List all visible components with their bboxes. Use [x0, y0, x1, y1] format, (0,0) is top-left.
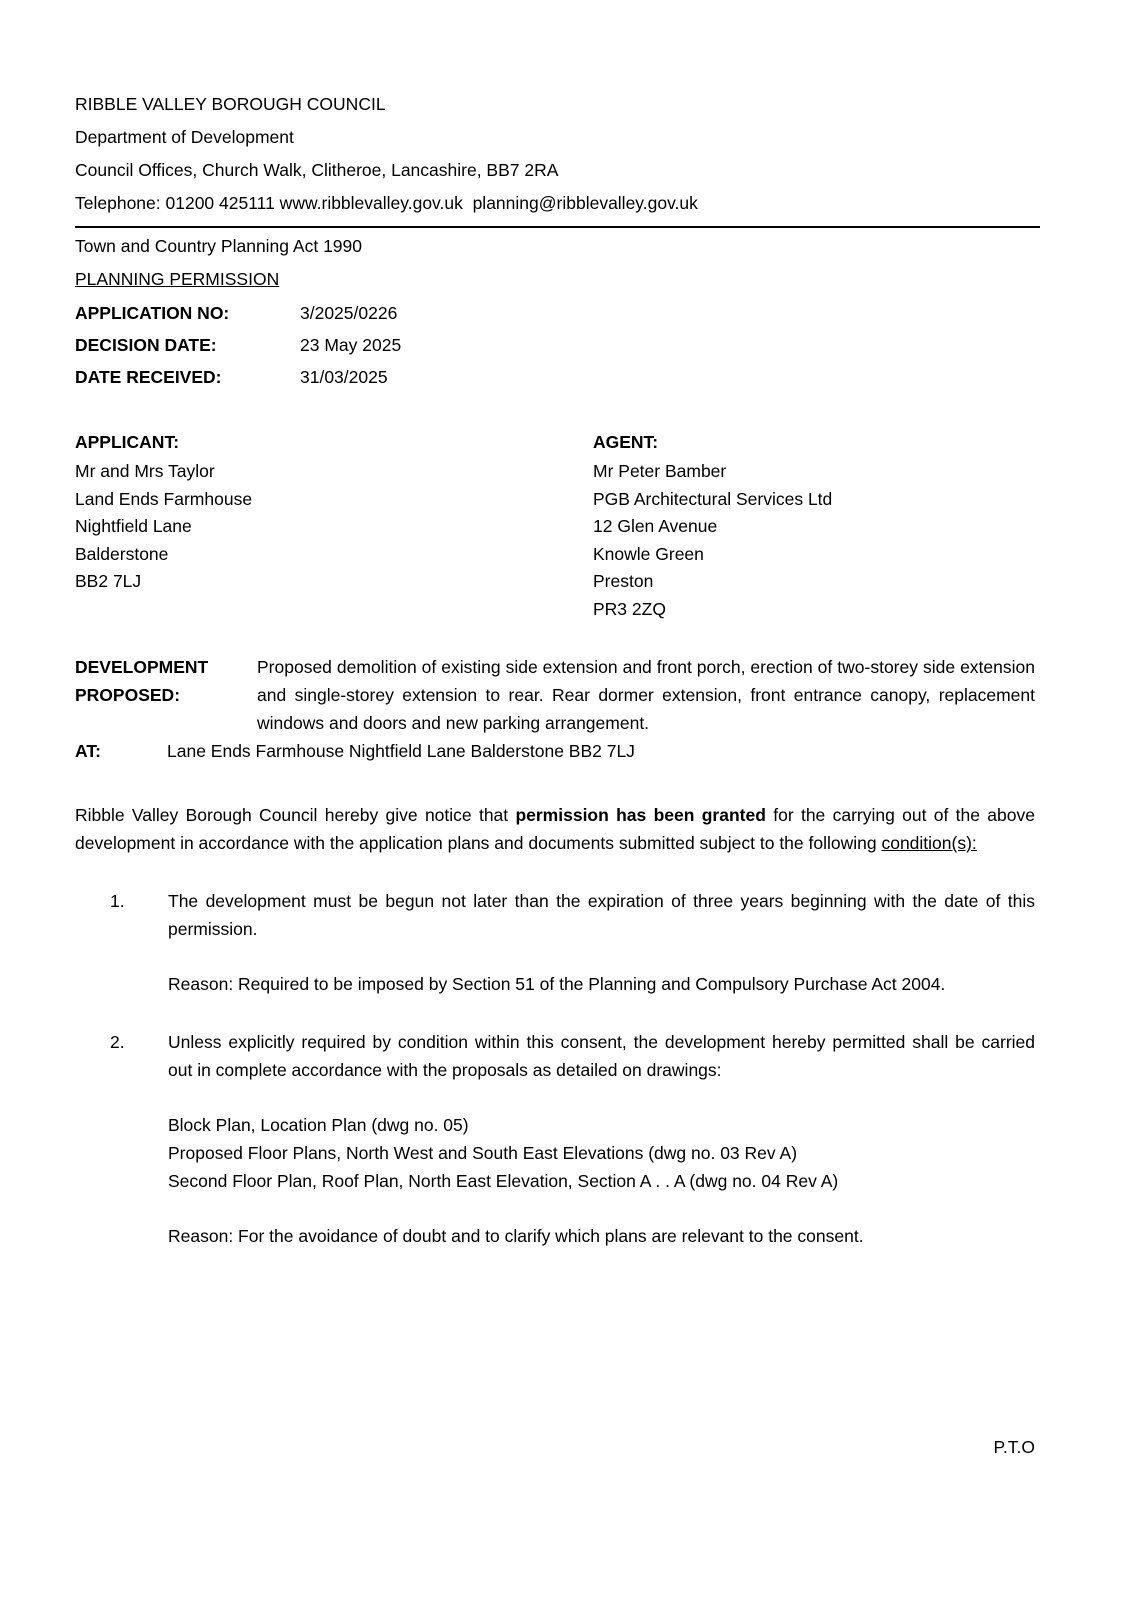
application-no-value: 3/2025/0226: [300, 303, 398, 323]
condition-1: [75, 887, 1035, 998]
grant-notice: [75, 801, 1035, 857]
agent-postcode: PR3 2ZQ: [593, 598, 666, 619]
applicant-address-line: Balderstone: [75, 543, 169, 564]
applicant-block: [75, 427, 593, 623]
condition-2-body: [168, 1028, 1035, 1250]
notice-granted-bold: permission has been granted: [515, 805, 766, 825]
condition-1-reason: Reason: Required to be imposed by Section 51 of the Planning and Compulsory Purchase Act 2004.: [168, 974, 946, 994]
letterhead: [75, 88, 1035, 220]
notice-text-middle: for the carrying out of the above development in accordance with the application plans and documents submitted subject to the following: [75, 805, 1035, 853]
development-description: Proposed demolition of existing side extension and front porch, erection of two-storey side extension and single-storey extension to rear. Rear dormer extension, front entrance canopy, replacement windows and doors and new parking arrangement.: [257, 657, 1035, 733]
agent-address-line: 12 Glen Avenue: [593, 516, 718, 536]
agent-address-line: Preston: [593, 571, 654, 591]
applicant-address-line: Nightfield Lane: [75, 516, 192, 536]
pto-marker: P.T.O: [993, 1437, 1035, 1457]
condition-1-text: The development must be begun not later than the expiration of three years beginning with the date of this permission.: [168, 891, 1035, 939]
act-title: Town and Country Planning Act 1990: [75, 236, 362, 256]
at-label: AT:: [75, 741, 101, 761]
drawing-item: Proposed Floor Plans, North West and South East Elevations (dwg no. 03 Rev A): [168, 1143, 798, 1163]
development-section: [75, 653, 1035, 737]
drawings-list: [168, 1111, 1035, 1195]
agent-label: AGENT:: [593, 432, 659, 452]
agent-name: Mr Peter Bamber: [593, 461, 727, 481]
site-address-row: [75, 737, 1035, 765]
parties-section: [75, 427, 1035, 623]
applicant-name: Mr and Mrs Taylor: [75, 461, 215, 481]
council-name: RIBBLE VALLEY BOROUGH COUNCIL: [75, 94, 386, 114]
condition-1-number: 1.: [110, 891, 125, 911]
development-label-line1: DEVELOPMENT: [75, 657, 209, 677]
applicant-postcode: BB2 7LJ: [75, 571, 142, 591]
condition-2-reason: Reason: For the avoidance of doubt and to clarify which plans are relevant to the consent.: [168, 1226, 864, 1246]
date-received-value: 31/03/2025: [300, 367, 388, 387]
council-address: Council Offices, Church Walk, Clitheroe, Lancashire, BB7 2RA: [75, 160, 559, 180]
decision-date-label: DECISION DATE:: [75, 335, 217, 355]
department-name: Department of Development: [75, 127, 294, 147]
development-label-line2: PROPOSED:: [75, 685, 181, 705]
date-received-label: DATE RECEIVED:: [75, 367, 222, 387]
condition-2-number: 2.: [110, 1032, 125, 1052]
agent-address-line: Knowle Green: [593, 543, 704, 564]
applicant-address-line: Land Ends Farmhouse: [75, 488, 253, 509]
condition-2-text: Unless explicitly required by condition within this consent, the development hereby permitted shall be carried out in complete accordance with the proposals as detailed on drawings:: [168, 1032, 1035, 1080]
notice-text-start: Ribble Valley Borough Council hereby give notice that: [75, 805, 516, 825]
drawing-item: Second Floor Plan, Roof Plan, North East Elevation, Section A . . A (dwg no. 04 Rev A): [168, 1171, 839, 1191]
drawing-item: Block Plan, Location Plan (dwg no. 05): [168, 1115, 469, 1135]
application-no-row: [75, 297, 1035, 329]
application-meta: [75, 297, 1035, 393]
condition-1-body: [168, 887, 1035, 998]
header-divider: [75, 226, 1040, 228]
document-title: PLANNING PERMISSION: [75, 269, 280, 289]
application-no-label: APPLICATION NO:: [75, 303, 230, 323]
site-address: Lane Ends Farmhouse Nightfield Lane Balderstone BB2 7LJ: [167, 741, 635, 761]
applicant-label: APPLICANT:: [75, 432, 180, 452]
decision-date-value: 23 May 2025: [300, 335, 402, 355]
notice-conditions-underline: condition(s):: [881, 833, 977, 853]
agent-company: PGB Architectural Services Ltd: [593, 488, 833, 509]
development-label: [75, 653, 257, 737]
condition-2: [75, 1028, 1035, 1250]
decision-date-row: [75, 329, 1035, 361]
date-received-row: [75, 361, 1035, 393]
council-contact-line: Telephone: 01200 425111 www.ribblevalley.gov.uk planning@ribblevalley.gov.uk: [75, 193, 698, 213]
agent-block: [593, 427, 832, 623]
